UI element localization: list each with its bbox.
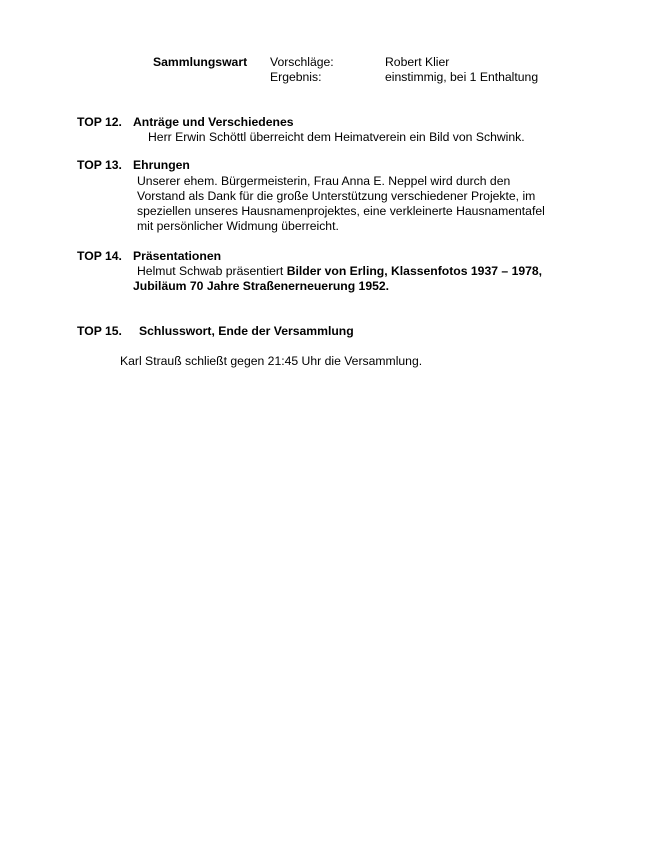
top13-line-2: Vorstand als Dank für die große Unterstützung verschiedener Projekte, im xyxy=(137,189,536,203)
top13-heading xyxy=(77,158,190,173)
top14-title: Präsentationen xyxy=(133,249,222,263)
top14-line-1-bold: Bilder von Erling, Klassenfotos 1937 – 1978, xyxy=(286,264,543,278)
top14-line-2: Jubiläum 70 Jahre Straßenerneuerung 1952. xyxy=(133,279,390,293)
top15-text: Karl Strauß schließt gegen 21:45 Uhr die Versammlung. xyxy=(120,354,423,368)
top13-line-1: Unserer ehem. Bürgermeisterin, Frau Anna E. Neppel wird durch den xyxy=(137,174,511,188)
top13-number: TOP 13. xyxy=(77,158,122,172)
top14-number: TOP 14. xyxy=(77,249,122,263)
top15-heading xyxy=(77,324,354,339)
election-role: Sammlungswart xyxy=(153,55,248,69)
top13-line-4: mit persönlicher Widmung überreicht. xyxy=(137,219,339,233)
top12-title: Anträge und Verschiedenes xyxy=(133,115,294,129)
top12-text: Herr Erwin Schöttl überreicht dem Heimatverein ein Bild von Schwink. xyxy=(148,130,525,144)
election-proposals-label: Vorschläge: xyxy=(270,55,334,69)
top12-heading xyxy=(77,115,294,130)
top13-title: Ehrungen xyxy=(133,158,190,172)
top14-heading xyxy=(77,249,221,264)
top15-title: Schlusswort, Ende der Versammlung xyxy=(139,324,354,338)
top12-number: TOP 12. xyxy=(77,115,122,129)
top14-line-1-text: Helmut Schwab präsentiert xyxy=(137,264,287,278)
election-result-label: Ergebnis: xyxy=(270,70,322,84)
top14-line-1 xyxy=(137,264,542,279)
election-proposals-value: Robert Klier xyxy=(385,55,450,69)
election-result-value: einstimmig, bei 1 Enthaltung xyxy=(385,70,539,84)
top15-number: TOP 15. xyxy=(77,324,122,338)
top13-line-3: speziellen unseres Hausnamenprojektes, eine verkleinerte Hausnamentafel xyxy=(137,204,545,218)
